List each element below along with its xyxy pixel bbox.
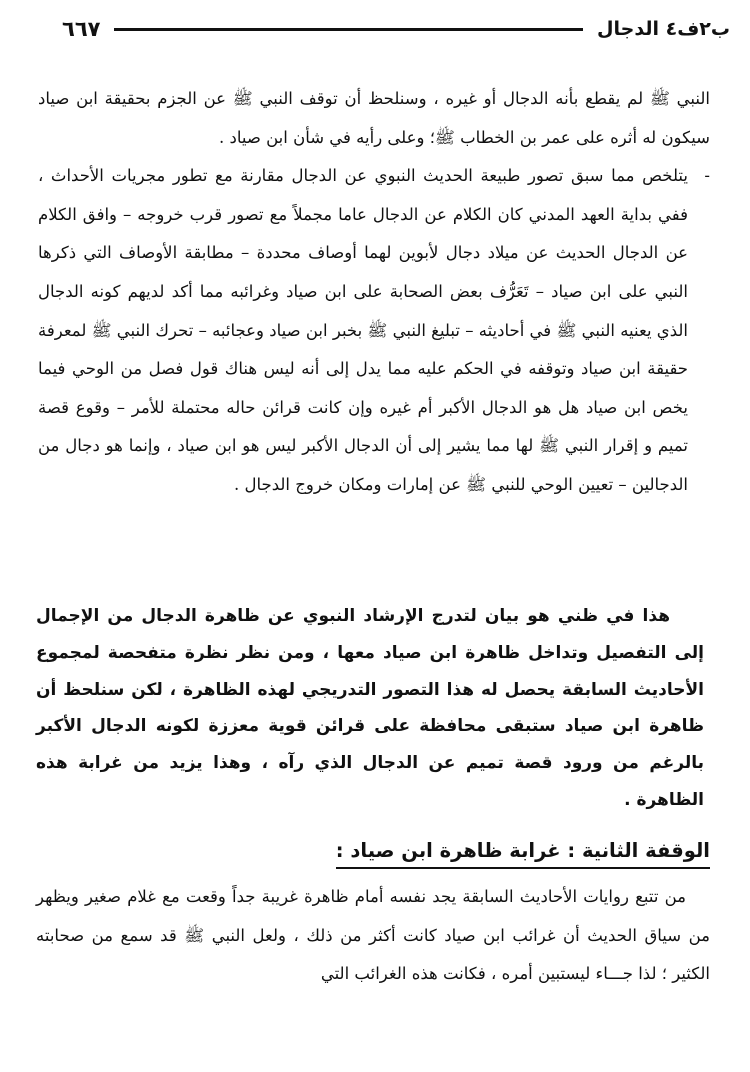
summary-bullet-paragraph: [38, 157, 710, 504]
running-title: ب٢ف٤ الدجال: [597, 18, 730, 40]
page-number: ٦٦٧: [62, 17, 101, 41]
opening-text-block: [38, 80, 710, 505]
section-heading: الوقفة الثانية : غرابة ظاهرة ابن صياد :: [336, 836, 710, 869]
bullet-dash: -: [704, 166, 710, 186]
analysis-paragraph: هذا في ظني هو بيان لتدرج الإرشاد النبوي عن ظاهرة الدجال من الإجمال إلى التفصيل وتداخل ظاهرة ابن صياد معها ، ومن نظر نظرة متفحصة لمجموع الأحاديث السابقة يحصل له هذا التصور التدريجي لهذه الظاهرة ، لكن سنلحظ أن ظاهرة ابن صياد ستبقى محافظة على قرائن قوية معززة لكونه الدجال الأكبر بالرغم من ورود قصة تميم عن الدجال الذي رآه ، وهذا يزيد من غرابة هذه الظاهرة .: [36, 606, 704, 810]
intro-paragraph: النبي ﷺ لم يقطع بأنه الدجال أو غيره ، وسنلحظ أن توقف النبي ﷺ عن الجزم بحقيقة ابن صياد سيكون له أثره على عمر بن الخطاب ﷺ؛ وعلى رأيه في شأن ابن صياد .: [38, 89, 710, 147]
closing-text-block: [36, 878, 710, 994]
closing-paragraph: من تتبع روايات الأحاديث السابقة يجد نفسه أمام ظاهرة غريبة جداً وقعت مع غلام صغير ويظهر من سياق الحديث أن غرائب ابن صياد كانت أكثر من ذلك ، ولعل النبي ﷺ قد سمع من صحابته الكثير ؛ لذا جـــاء ليستبين أمره ، فكانت هذه الغرائب التي: [36, 887, 710, 983]
header-rule: [114, 28, 583, 31]
page-header: [62, 14, 730, 44]
analysis-text-block: [36, 598, 704, 819]
summary-bullet-text: يتلخص مما سبق تصور طبيعة الحديث النبوي عن الدجال مقارنة مع تطور مجريات الأحداث ، ففي بداية العهد المدني كان الكلام عن الدجال عاما مجملاً مع تصور قرب خروجه – وافق الكلام عن الدجال الحديث عن ميلاد دجال لأبوين لهما أوصاف محددة – مطابقة الأوصاف التي ذكرها النبي على ابن صياد – تَعَرُّف بعض الصحابة على ابن صياد وغرائبه مما أكد لديهم كونه الدجال الذي يعنيه النبي ﷺ في أحاديثه – تبليغ النبي ﷺ بخبر ابن صياد وعجائبه – تحرك النبي ﷺ لمعرفة حقيقة ابن صياد وتوقفه في الحكم عليه مما يدل إلى أنه ليس هناك قول فصل من الوحي فيما يخص ابن صياد هل هو الدجال الأكبر أم غيره وإن كانت قرائن حاله محتملة للأمر – وقوع قصة تميم و إقرار النبي ﷺ لها مما يشير إلى أن الدجال الأكبر ليس هو ابن صياد ، وإنما هو دجال من الدجالين – تعيين الوحي للنبي ﷺ عن إمارات ومكان خروج الدجال .: [38, 166, 688, 494]
